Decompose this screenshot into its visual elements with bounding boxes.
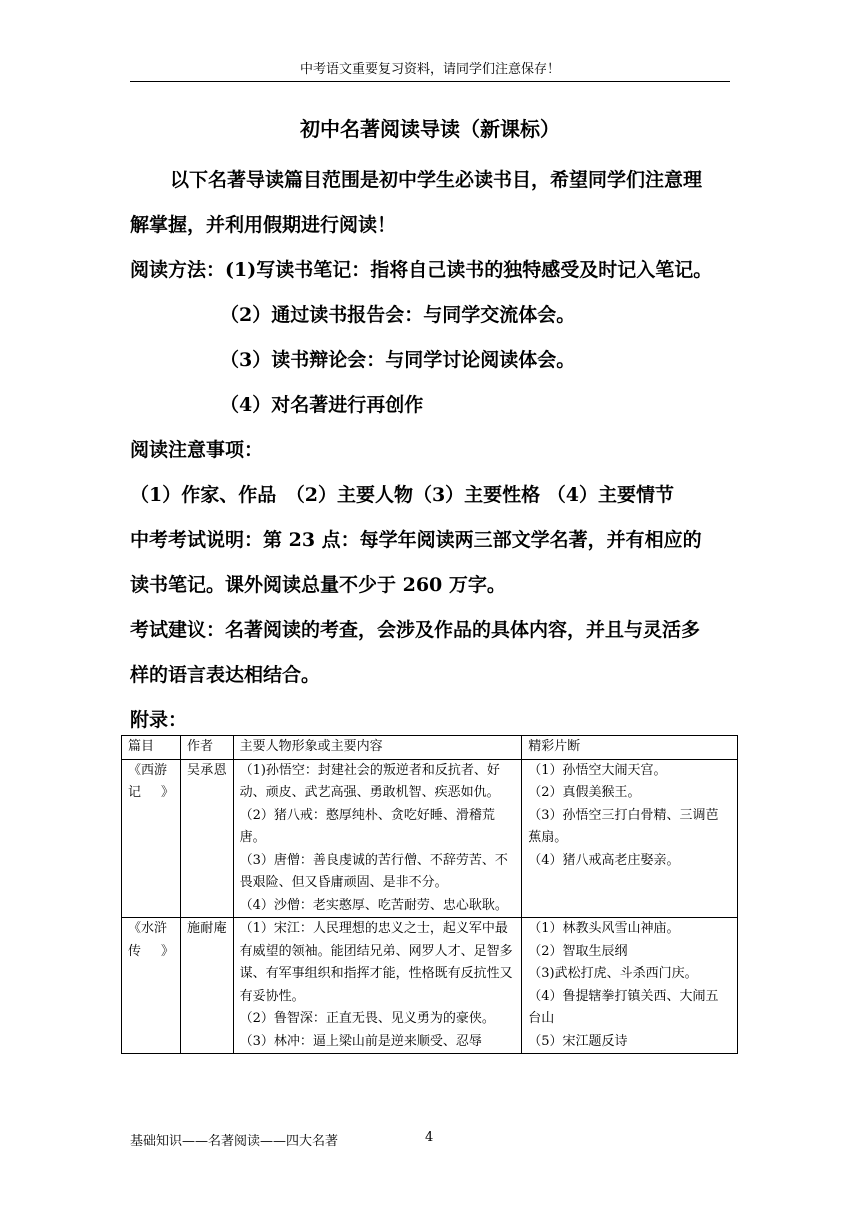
content-line: （2）鲁智深：正直无畏、见义勇为的豪侠。 [239,1011,495,1026]
table-header-cell: 主要人物形象或主要内容 [233,736,522,760]
page-footer: 基础知识——名著阅读——四大名著 [130,1134,339,1149]
page-number: 4 [425,1130,434,1145]
header-divider [130,81,730,82]
highlights-cell [522,759,738,918]
highlight-line: （4）猪八戒高老庄娶亲。 [528,852,680,868]
content-line: （3）唐僧：善良虔诚的苦行僧、不辞劳苦、不畏艰险、但又昏庸顽固、是非不分。 [239,852,508,890]
notes-heading: 阅读注意事项： [130,439,264,461]
method-line: （4）对名著进行再创作 [220,394,424,416]
content-line: （1）宋江：人民理想的忠义之士，起义军中最有威望的领袖。能团结兄弟、网罗人才、足智多谋、有军事组织和指挥才能，性格既有反抗性又有妥协性。 [239,921,513,1004]
intro-line: 解掌握，并利用假期进行阅读！ [130,214,397,236]
exam-note-line: 读书笔记。课外阅读总量不少于 260 万字。 [130,574,506,596]
table-header-cell: 精彩片断 [522,736,738,760]
highlight-line: （3)武松打虎、斗杀西门庆。 [528,966,698,981]
appendix-table [121,735,738,1054]
notes-items: （1）作家、作品 （2）主要人物（3）主要性格 （4）主要情节 [130,484,674,506]
highlight-line: （1）孙悟空大闹天宫。 [528,762,667,778]
author-cell: 吴承恩 [181,759,234,918]
document-body [130,158,734,743]
highlight-line: （2）智取生辰纲 [528,943,628,959]
content-cell [233,759,522,918]
page-header: 中考语文重要复习资料，请同学们注意保存！ [299,62,560,77]
highlights-cell [522,918,738,1054]
book-title-cell: 《水浒传》 [122,918,181,1054]
document-title: 初中名著阅读导读（新课标） [300,117,560,141]
highlight-line: （1）林教头风雪山神庙。 [528,921,680,936]
highlight-line: （3）孙悟空三打白骨精、三调芭蕉扇。 [528,807,719,845]
intro-line: 以下名著导读篇目范围是初中学生必读书目，希望同学们注意理 [170,169,703,191]
suggestion-line: 样的语言表达相结合。 [130,664,321,686]
table-row [122,918,738,1054]
book-title-cell: 《西游记》 [122,759,181,918]
table-header-row [122,736,738,760]
highlight-line: （5）宋江题反诗 [528,1033,628,1049]
content-line: （2）猪八戒：憨厚纯朴、贪吃好睡、滑稽荒唐。 [239,807,495,845]
table-row [122,759,738,918]
content-line: （3）林冲：逼上梁山前是逆来顺受、忍辱 [239,1033,482,1049]
highlight-line: （2）真假美猴王。 [528,785,641,800]
author-cell: 施耐庵 [181,918,234,1054]
content-line: （4）沙僧：老实憨厚、吃苦耐劳、忠心耿耿。 [239,897,508,913]
table-header-cell: 篇目 [122,736,181,760]
suggestion-line: 考试建议：名著阅读的考查，会涉及作品的具体内容，并且与灵活多 [130,619,701,641]
exam-note-line: 中考考试说明：第 23 点：每学年阅读两三部文学名著，并有相应的 [130,529,702,551]
method-line: （2）通过读书报告会：与同学交流体会。 [220,304,576,326]
appendix-label: 附录： [130,709,188,731]
content-cell [233,918,522,1054]
method-line: 阅读方法：(1)写读书笔记：指将自己读书的独特感受及时记入笔记。 [130,259,713,281]
content-line: （1)孙悟空：封建社会的叛逆者和反抗者、好动、顽皮、武艺高强、勇敢机智、疾恶如仇。 [239,762,500,800]
highlight-line: （4）鲁提辖拳打镇关西、大闹五台山 [528,988,719,1026]
table-header-cell: 作者 [181,736,234,760]
method-line: （3）读书辩论会：与同学讨论阅读体会。 [220,349,576,371]
